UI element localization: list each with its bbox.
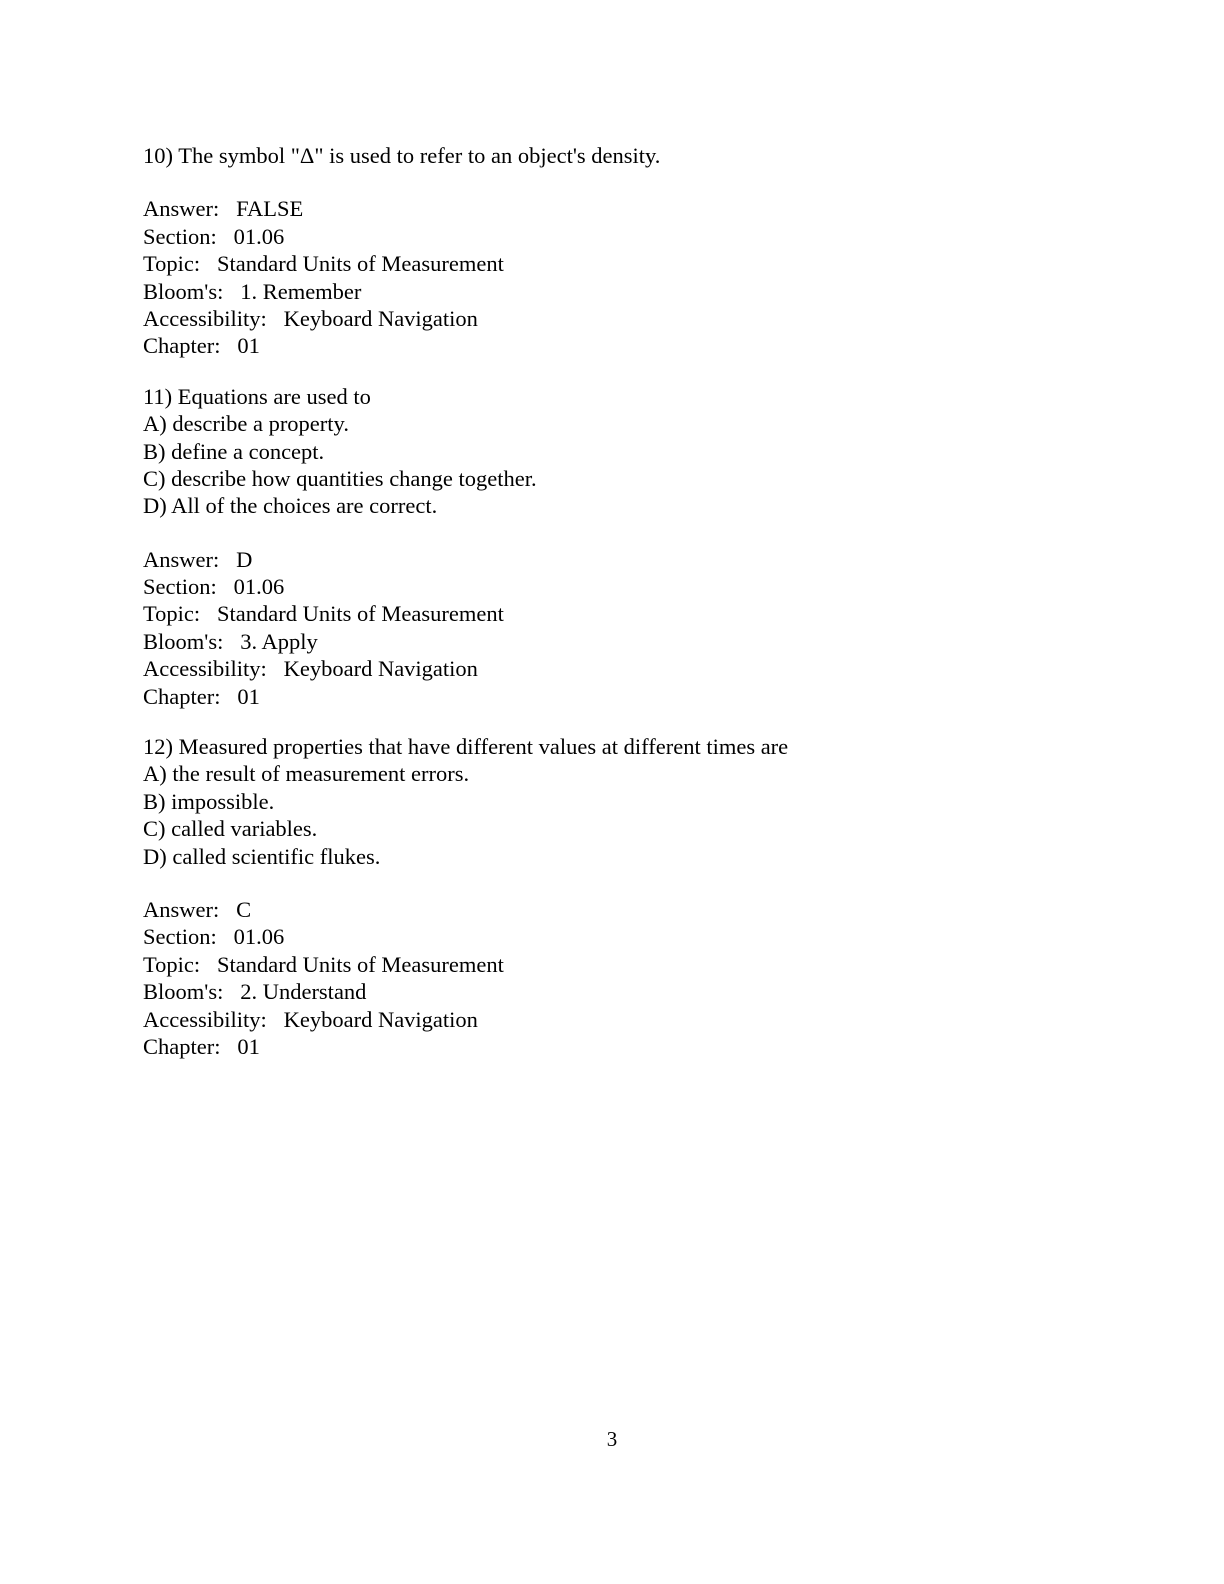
choice-c: C) describe how quantities change together. xyxy=(143,465,537,491)
question-10 xyxy=(143,142,1103,169)
topic-label: Topic: xyxy=(143,251,201,277)
blooms-label: Bloom's: xyxy=(143,979,224,1005)
section-row xyxy=(143,923,1103,950)
accessibility-row xyxy=(143,655,1103,682)
question-stem: 12) Measured properties that have different values at different times are xyxy=(143,734,789,760)
choice-b: B) impossible. xyxy=(143,788,275,814)
chapter-label: Chapter: xyxy=(143,683,221,709)
answer-value: FALSE xyxy=(236,196,304,222)
blooms-row xyxy=(143,628,1103,655)
blooms-label: Bloom's: xyxy=(143,278,224,304)
question-12-metadata xyxy=(143,896,1103,1060)
chapter-value: 01 xyxy=(237,683,260,709)
topic-value: Standard Units of Measurement xyxy=(217,251,504,277)
topic-row xyxy=(143,250,1103,277)
chapter-value: 01 xyxy=(237,1033,260,1059)
accessibility-row xyxy=(143,1006,1103,1033)
blooms-value: 1. Remember xyxy=(240,278,362,304)
blooms-label: Bloom's: xyxy=(143,628,224,654)
accessibility-value: Keyboard Navigation xyxy=(283,305,478,331)
answer-value: D xyxy=(236,546,253,572)
accessibility-value: Keyboard Navigation xyxy=(283,1006,478,1032)
question-10-metadata xyxy=(143,195,1103,359)
blooms-row xyxy=(143,278,1103,305)
topic-label: Topic: xyxy=(143,951,201,977)
answer-row xyxy=(143,896,1103,923)
topic-label: Topic: xyxy=(143,601,201,627)
question-stem: 11) Equations are used to xyxy=(143,383,371,409)
answer-row xyxy=(143,546,1103,573)
topic-row xyxy=(143,951,1103,978)
topic-value: Standard Units of Measurement xyxy=(217,601,504,627)
choice-b: B) define a concept. xyxy=(143,438,325,464)
chapter-row xyxy=(143,1033,1103,1060)
accessibility-row xyxy=(143,305,1103,332)
answer-label: Answer: xyxy=(143,546,220,572)
choice-c: C) called variables. xyxy=(143,816,318,842)
answer-label: Answer: xyxy=(143,896,220,922)
chapter-label: Chapter: xyxy=(143,1033,221,1059)
accessibility-label: Accessibility: xyxy=(143,1006,267,1032)
chapter-row xyxy=(143,683,1103,710)
blooms-row xyxy=(143,978,1103,1005)
topic-row xyxy=(143,600,1103,627)
blooms-value: 2. Understand xyxy=(240,979,367,1005)
choice-a: A) the result of measurement errors. xyxy=(143,761,470,787)
page-number: 3 xyxy=(606,1427,618,1451)
section-value: 01.06 xyxy=(233,223,285,249)
choice-d: D) All of the choices are correct. xyxy=(143,493,438,519)
topic-value: Standard Units of Measurement xyxy=(217,951,504,977)
choice-d: D) called scientific flukes. xyxy=(143,843,381,869)
accessibility-label: Accessibility: xyxy=(143,656,267,682)
question-12 xyxy=(143,733,1103,870)
section-label: Section: xyxy=(143,223,217,249)
section-label: Section: xyxy=(143,924,217,950)
section-label: Section: xyxy=(143,574,217,600)
accessibility-value: Keyboard Navigation xyxy=(283,656,478,682)
chapter-row xyxy=(143,332,1103,359)
section-row xyxy=(143,573,1103,600)
answer-value: C xyxy=(236,896,252,922)
chapter-value: 01 xyxy=(237,333,260,359)
chapter-label: Chapter: xyxy=(143,333,221,359)
question-11-metadata xyxy=(143,546,1103,710)
answer-row xyxy=(143,195,1103,222)
section-row xyxy=(143,223,1103,250)
accessibility-label: Accessibility: xyxy=(143,305,267,331)
blooms-value: 3. Apply xyxy=(240,628,318,654)
question-stem: 10) The symbol "Δ" is used to refer to an object's density. xyxy=(143,143,661,168)
question-11 xyxy=(143,383,1103,520)
section-value: 01.06 xyxy=(233,574,285,600)
document-page xyxy=(143,142,1103,1060)
section-value: 01.06 xyxy=(233,924,285,950)
answer-label: Answer: xyxy=(143,196,220,222)
choice-a: A) describe a property. xyxy=(143,411,349,437)
